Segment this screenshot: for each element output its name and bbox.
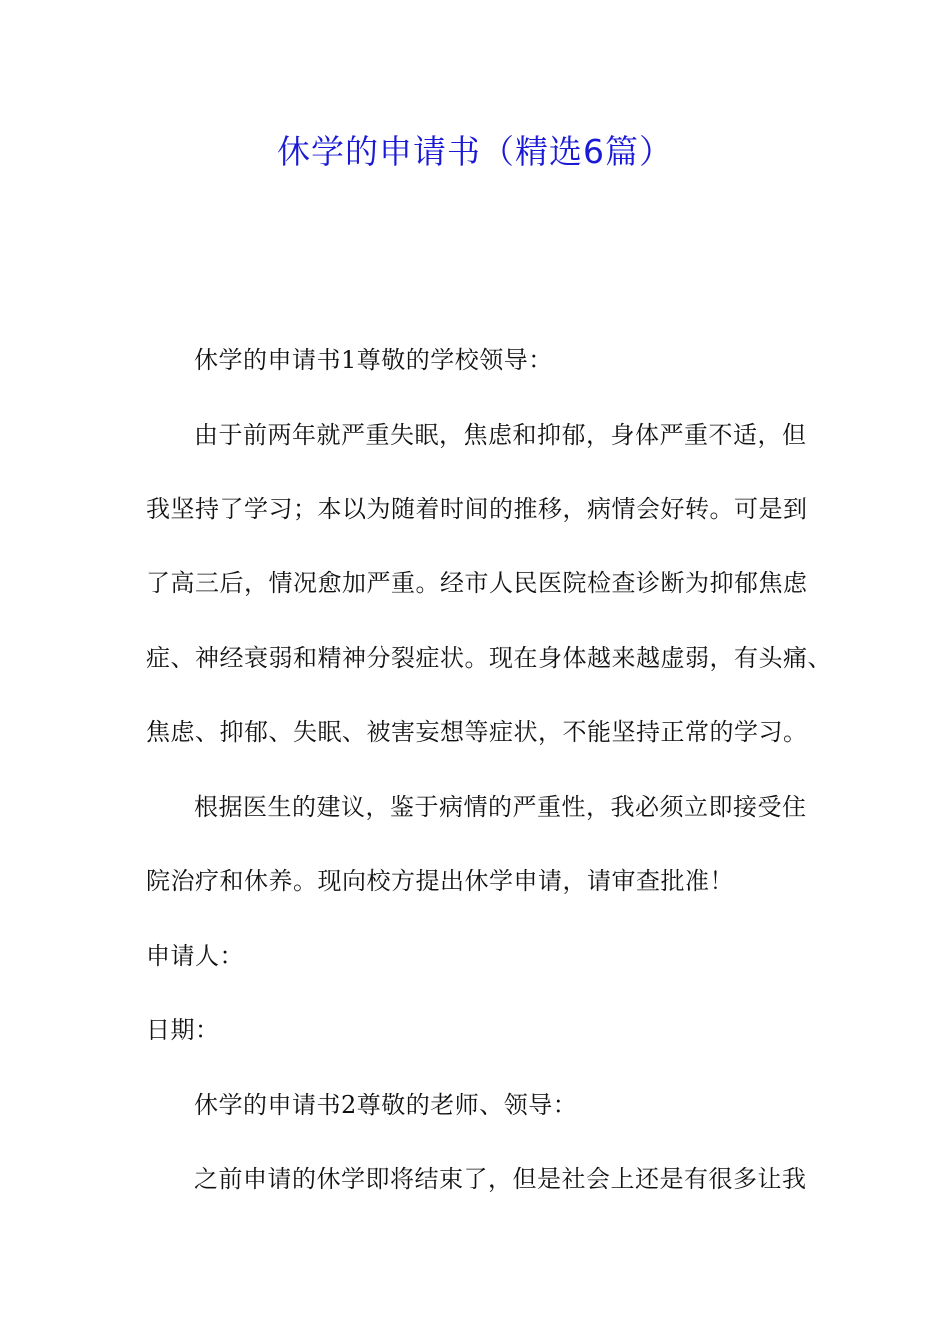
body-line: 症、神经衰弱和精神分裂症状。现在身体越来越虚弱，有头痛、 — [146, 644, 832, 672]
document-title: 休学的申请书（精选6篇） — [277, 132, 673, 171]
body-line: 了高三后，情况愈加严重。经市人民医院检查诊断为抑郁焦虑 — [146, 569, 808, 597]
letter-1-heading: 休学的申请书1尊敬的学校领导： — [194, 346, 553, 374]
body-line: 根据医生的建议，鉴于病情的严重性，我必须立即接受住 — [194, 793, 807, 821]
body-line: 由于前两年就严重失眠，焦虑和抑郁，身体严重不适，但 — [194, 421, 807, 449]
date-label: 日期： — [146, 1016, 220, 1044]
body-line: 之前申请的休学即将结束了，但是社会上还是有很多让我 — [194, 1165, 807, 1193]
applicant-label: 申请人： — [146, 942, 244, 970]
body-line: 焦虑、抑郁、失眠、被害妄想等症状，不能坚持正常的学习。 — [146, 718, 808, 746]
body-line: 院治疗和休养。现向校方提出休学申请，请审查批准！ — [146, 867, 734, 895]
body-line: 我坚持了学习；本以为随着时间的推移，病情会好转。可是到 — [146, 495, 808, 523]
letter-2-heading: 休学的申请书2尊敬的老师、领导： — [194, 1091, 578, 1119]
